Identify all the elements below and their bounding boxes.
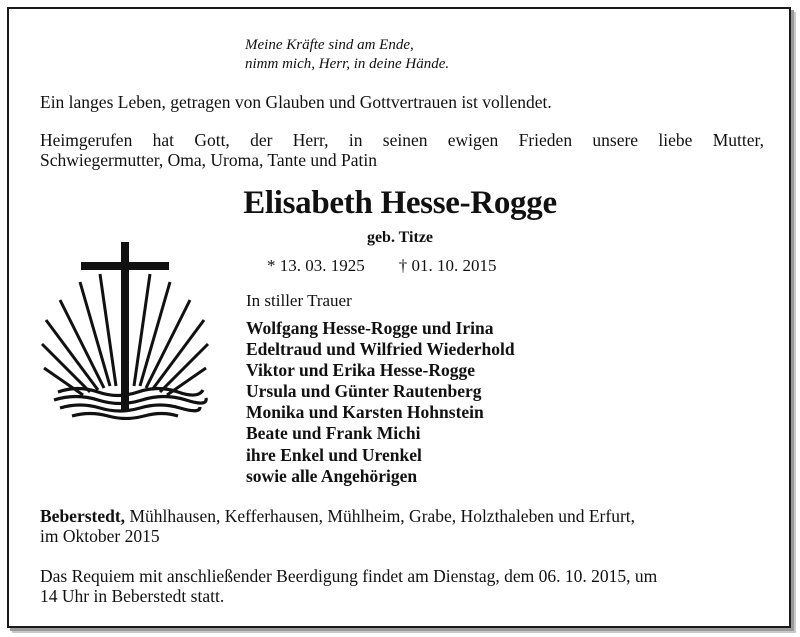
intro-text: Ein langes Leben, getragen von Glauben und Gottvertrauen ist vollendet. <box>40 92 552 112</box>
motto-line-2: nimm mich, Herr, in deine Hände. <box>245 56 450 72</box>
life-dates <box>267 256 497 276</box>
mourner-line: Beate und Frank Michi <box>246 423 421 444</box>
motto-line-1: Meine Kräfte sind am Ende, <box>245 37 414 53</box>
mourner-line: Viktor und Erika Hesse-Rogge <box>246 360 475 381</box>
mourner-line: ihre Enkel und Urenkel <box>246 444 422 465</box>
announcement-text <box>40 130 764 170</box>
maiden-name: geb. Titze <box>366 229 434 246</box>
place-line <box>40 506 635 526</box>
requiem-line-2: 14 Uhr in Beberstedt statt. <box>40 586 225 606</box>
place-town: Beberstedt, <box>40 506 126 526</box>
mourning-heading: In stiller Trauer <box>246 291 352 310</box>
mourner-line: Wolfgang Hesse-Rogge und Irina <box>246 318 494 338</box>
mourner-line: Edeltraud und Wilfried Wiederhold <box>246 339 515 360</box>
birth-date: * 13. 03. 1925 <box>267 256 365 275</box>
announcement-line-2: Schwiegermutter, Oma, Uroma, Tante und Patin <box>40 150 377 170</box>
mourner-line: Ursula und Günter Rautenberg <box>246 381 482 402</box>
place-towns: Mühlhausen, Kefferhausen, Mühlheim, Grabe, Holzthaleben und Erfurt, <box>125 506 636 526</box>
death-date: † 01. 10. 2015 <box>398 256 497 275</box>
mourners-list <box>246 318 515 487</box>
deceased-name: Elisabeth Hesse-Rogge <box>243 185 557 221</box>
announcement-line-1: Heimgerufen hat Gott, der Herr, in seinen ewigen Frieden unsere liebe Mutter, <box>40 130 764 150</box>
requiem-line-1: Das Requiem mit anschließender Beerdigung findet am Dienstag, dem 06. 10. 2015, um <box>40 566 658 586</box>
motto-verse <box>245 36 449 74</box>
cross-sunrise-waves-icon <box>38 240 218 420</box>
mourner-line: sowie alle Angehörigen <box>246 465 418 486</box>
place-and-date <box>40 506 635 546</box>
place-date: im Oktober 2015 <box>40 526 160 546</box>
requiem-notice <box>40 566 657 606</box>
mourner-line: Monika und Karsten Hohnstein <box>246 402 484 423</box>
